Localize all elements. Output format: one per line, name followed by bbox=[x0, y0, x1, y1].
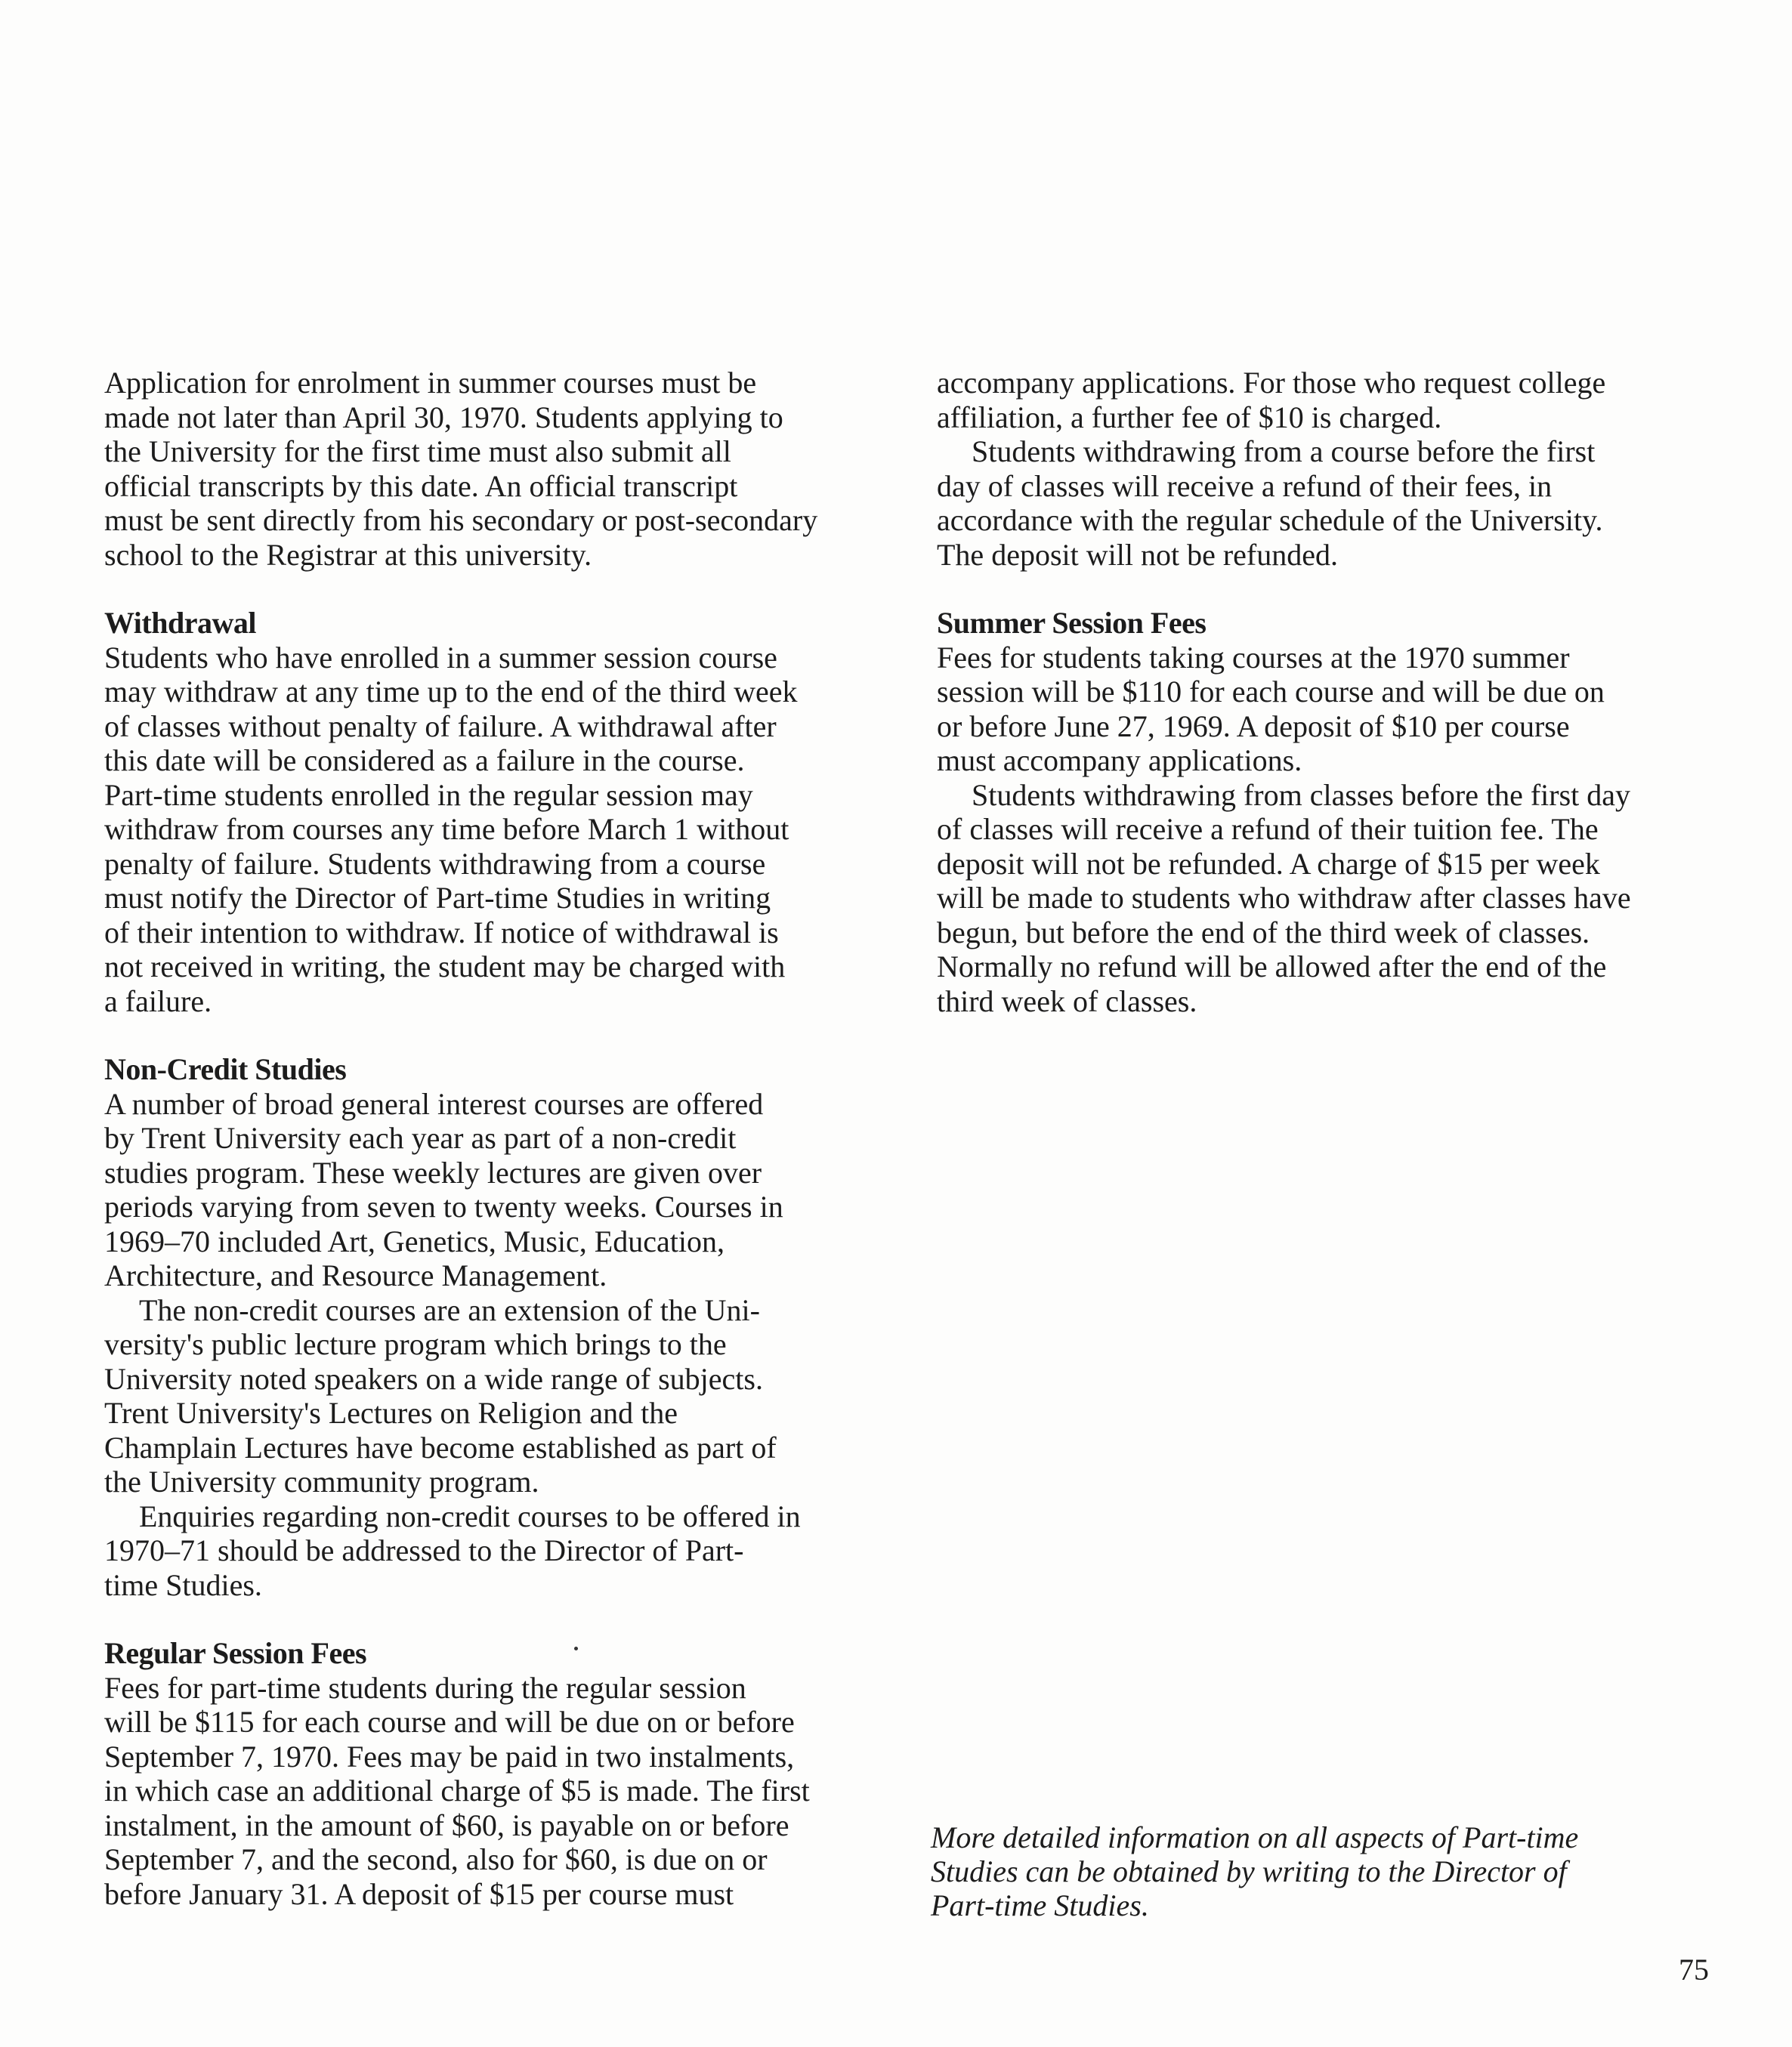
text-line: Students withdrawing from classes before the first day bbox=[972, 777, 1631, 812]
text-line: Normally no refund will be allowed after the end of the bbox=[937, 949, 1607, 983]
text-line: periods varying from seven to twenty weeks. Courses in bbox=[104, 1190, 783, 1224]
text-line: this date will be considered as a failure in the course. bbox=[104, 743, 745, 777]
text-line: of their intention to withdraw. If notice of withdrawal is bbox=[104, 915, 779, 949]
text-line: Application for enrolment in summer courses must be bbox=[104, 366, 757, 400]
text-line: Students withdrawing from a course before the first bbox=[972, 434, 1596, 468]
text-line: September 7, 1970. Fees may be paid in two instalments, bbox=[104, 1739, 795, 1774]
non-credit-section bbox=[104, 1052, 928, 1602]
text-line: Fees for part-time students during the regular session bbox=[104, 1670, 746, 1705]
regular-session-fees-heading: Regular Session Fees bbox=[104, 1636, 367, 1670]
text-line: A number of broad general interest courses are offered bbox=[104, 1086, 764, 1121]
text-line: 1969–70 included Art, Genetics, Music, Education, bbox=[104, 1224, 725, 1258]
text-line: More detailed information on all aspects of Part-time bbox=[931, 1820, 1579, 1854]
text-line: of classes without penalty of failure. A withdrawal after bbox=[104, 709, 777, 743]
text-line: Enquiries regarding non-credit courses to be offered in bbox=[139, 1499, 801, 1533]
right-column bbox=[937, 366, 1726, 1018]
regular-session-fees-section bbox=[104, 1636, 928, 1911]
text-line: a failure. bbox=[104, 983, 212, 1018]
text-line: Trent University's Lectures on Religion and the bbox=[104, 1396, 678, 1430]
text-line: official transcripts by this date. An official transcript bbox=[104, 468, 738, 503]
summer-session-fees-heading: Summer Session Fees bbox=[937, 606, 1207, 640]
text-line: will be $115 for each course and will be due on or before bbox=[104, 1705, 795, 1739]
refund-paragraph bbox=[937, 434, 1726, 572]
non-credit-heading: Non-Credit Studies bbox=[104, 1052, 347, 1086]
text-line: may withdraw at any time up to the end of the third week bbox=[104, 675, 798, 709]
text-line: University noted speakers on a wide range of subjects. bbox=[104, 1361, 763, 1396]
text-line: or before June 27, 1969. A deposit of $10 per course bbox=[937, 709, 1570, 743]
text-line: Part-time Studies. bbox=[931, 1888, 1149, 1922]
text-line: by Trent University each year as part of a non-credit bbox=[104, 1121, 737, 1155]
more-information-note bbox=[931, 1820, 1732, 1922]
text-line: day of classes will receive a refund of their fees, in bbox=[937, 468, 1553, 503]
text-line: Studies can be obtained by writing to the Director of bbox=[931, 1854, 1567, 1888]
withdrawal-heading: Withdrawal bbox=[104, 606, 256, 640]
text-line: Fees for students taking courses at the 1970 summer bbox=[937, 640, 1570, 675]
text-line: studies program. These weekly lectures are given over bbox=[104, 1155, 762, 1190]
text-line: September 7, and the second, also for $60, is due on or bbox=[104, 1842, 768, 1876]
text-line: of classes will receive a refund of their tuition fee. The bbox=[937, 812, 1599, 846]
text-line: Students who have enrolled in a summer session course bbox=[104, 640, 777, 675]
text-line: begun, but before the end of the third week of classes. bbox=[937, 915, 1590, 949]
text-line: before January 31. A deposit of $15 per course must bbox=[104, 1876, 734, 1911]
text-line: accompany applications. For those who request college bbox=[937, 366, 1606, 400]
fees-continued-paragraph bbox=[937, 366, 1726, 434]
text-line: withdraw from courses any time before March 1 without bbox=[104, 812, 789, 846]
text-line: the University community program. bbox=[104, 1465, 539, 1499]
print-speck bbox=[574, 1647, 578, 1650]
text-line: instalment, in the amount of $60, is payable on or before bbox=[104, 1808, 789, 1842]
text-line: penalty of failure. Students withdrawing from a course bbox=[104, 846, 766, 881]
text-line: time Studies. bbox=[104, 1567, 262, 1602]
text-line: must be sent directly from his secondary or post-secondary bbox=[104, 503, 818, 537]
text-line: school to the Registrar at this university. bbox=[104, 537, 592, 572]
text-line: third week of classes. bbox=[937, 983, 1197, 1018]
summer-application-paragraph bbox=[104, 366, 928, 572]
text-line: will be made to students who withdraw after classes have bbox=[937, 881, 1631, 915]
text-line: Champlain Lectures have become established as part of bbox=[104, 1430, 777, 1465]
text-line: session will be $110 for each course and will be due on bbox=[937, 675, 1605, 709]
page-number: 75 bbox=[1679, 1953, 1709, 1987]
text-line: Architecture, and Resource Management. bbox=[104, 1258, 607, 1292]
text-line: The non-credit courses are an extension of the Uni- bbox=[139, 1292, 760, 1327]
text-line: must notify the Director of Part-time Studies in writing bbox=[104, 881, 771, 915]
text-line: the University for the first time must also submit all bbox=[104, 434, 731, 468]
text-line: versity's public lecture program which brings to the bbox=[104, 1327, 727, 1361]
withdrawal-section bbox=[104, 606, 928, 1018]
text-line: accordance with the regular schedule of the University. bbox=[937, 503, 1603, 537]
text-line: 1970–71 should be addressed to the Director of Part- bbox=[104, 1533, 744, 1567]
text-line: affiliation, a further fee of $10 is charged. bbox=[937, 400, 1442, 434]
text-line: made not later than April 30, 1970. Students applying to bbox=[104, 400, 783, 434]
summer-session-fees-section bbox=[937, 606, 1726, 1018]
text-line: not received in writing, the student may be charged with bbox=[104, 949, 786, 983]
text-line: in which case an additional charge of $5 is made. The first bbox=[104, 1774, 810, 1808]
text-line: deposit will not be refunded. A charge of $15 per week bbox=[937, 846, 1600, 881]
text-line: Part-time students enrolled in the regular session may bbox=[104, 777, 753, 812]
text-line: must accompany applications. bbox=[937, 743, 1302, 777]
text-line: The deposit will not be refunded. bbox=[937, 537, 1338, 572]
left-column bbox=[104, 366, 928, 1911]
